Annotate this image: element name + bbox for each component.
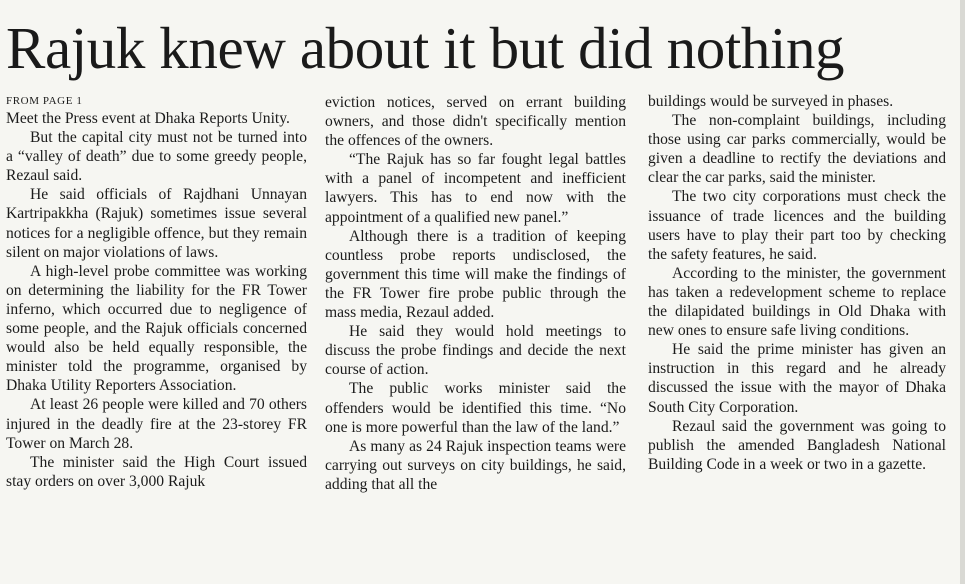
paragraph: As many as 24 Rajuk inspection teams were carrying out surveys on city buildings, he said, adding that all the [325,437,626,493]
paragraph: He said they would hold meetings to discuss the probe findings and decide the next course of action. [325,323,626,379]
article-column-1 [6,93,307,491]
paragraph: A high-level probe committee was working on determining the liability for the FR Tower inferno, which occurred due to negligence of some people, and the Rajuk officials concerned would also be held equally responsible, the minister told the programme, organised by Dhaka Utility Reporters Association. [6,262,307,395]
paragraph: eviction notices, served on errant building owners, and those didn't specifically mention the offences of the owners. [325,94,626,150]
article-column-2 [325,93,626,494]
paragraph: The non-complaint buildings, including those using car parks commercially, would be given a deadline to rectify the deviations and clear the car parks, said the minister. [648,112,946,187]
paragraph: He said officials of Rajdhani Unnayan Kartripakkha (Rajuk) sometimes issue several notices for a negligible offence, but they remain silent on major violations of laws. [6,186,307,261]
kicker: FROM PAGE 1 [6,95,83,107]
article-column-3 [648,92,946,474]
paragraph: The minister said the High Court issued stay orders on over 3,000 Rajuk [6,453,307,490]
paragraph: Rezaul said the government was going to publish the amended Bangladesh National Building Code in a week or two in a gazette. [648,417,946,473]
headline: Rajuk knew about it but did nothing [6,15,845,81]
paragraph: “The Rajuk has so far fought legal battles with a panel of incompetent and inefficient lawyers. This has to end now with the appointment of a qualified new panel.” [325,151,626,226]
paragraph: But the capital city must not be turned into a “valley of death” due to some greedy people, Rezaul said. [6,129,307,185]
paragraph: According to the minister, the government has taken a redevelopment scheme to replace the dilapidated buildings in Old Dhaka with new ones to ensure safe living conditions. [648,264,946,340]
paragraph: Although there is a tradition of keeping countless probe reports undisclosed, the government this time will make the findings of the FR Tower fire probe public through the mass media, Rezaul added. [325,227,626,322]
paragraph: At least 26 people were killed and 70 others injured in the deadly fire at the 23-storey FR Tower on March 28. [6,396,307,452]
page-edge [960,0,965,584]
paragraph: Meet the Press event at Dhaka Reports Unity. [6,110,290,127]
paragraph: The public works minister said the offenders would be identified this time. “No one is more powerful than the law of the land.” [325,380,626,436]
paragraph: buildings would be surveyed in phases. [648,93,894,110]
paragraph: The two city corporations must check the issuance of trade licences and the building users have to play their part too by checking the safety features, he said. [648,188,946,263]
paragraph: He said the prime minister has given an instruction in this regard and he already discussed the issue with the mayor of Dhaka South City Corporation. [648,341,946,416]
